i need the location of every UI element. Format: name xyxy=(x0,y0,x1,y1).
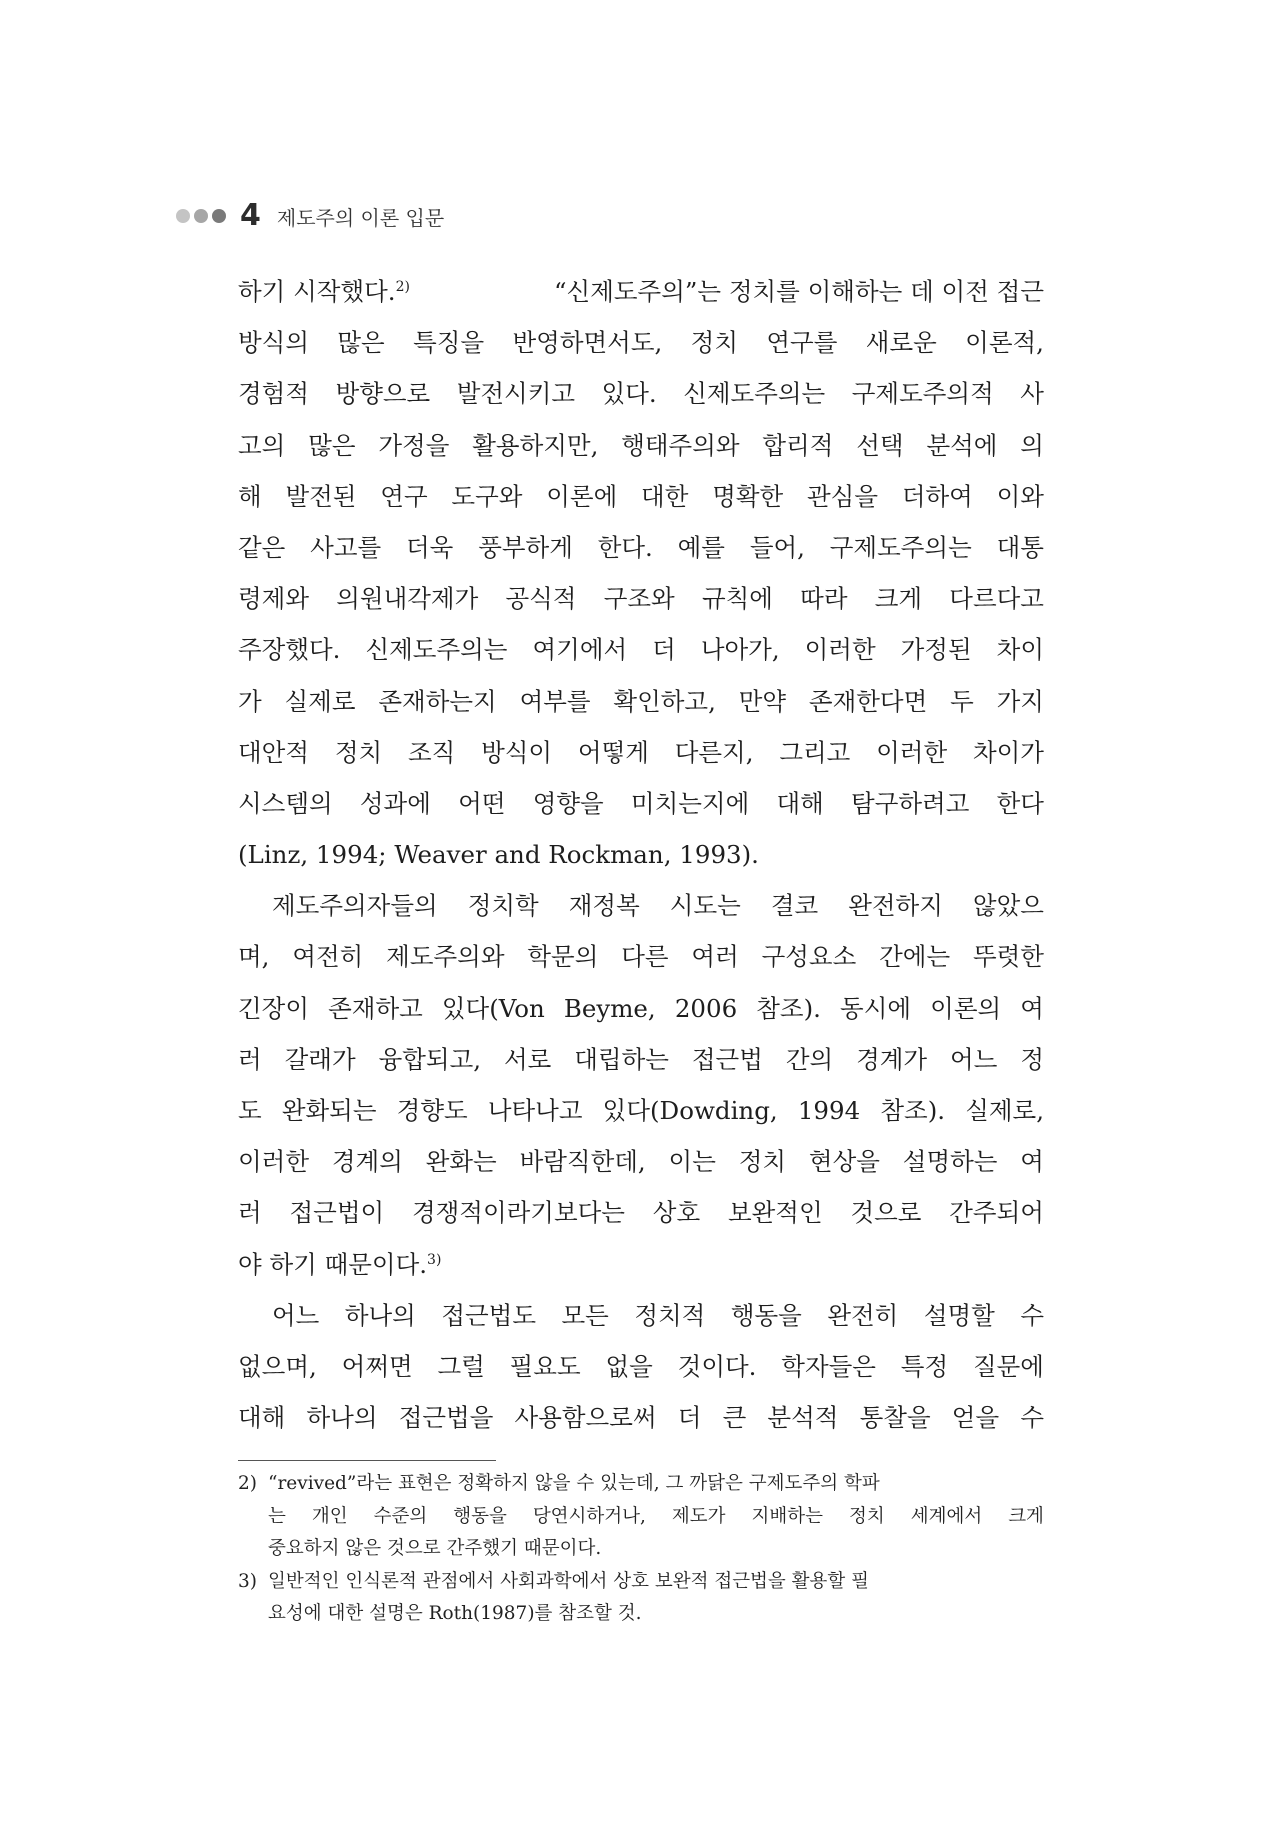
text-segment xyxy=(238,573,1044,624)
text-line xyxy=(238,1034,1044,1085)
word: 이는 xyxy=(668,1147,716,1177)
text-line xyxy=(238,931,1044,982)
word: 경향도 xyxy=(396,1096,468,1125)
text-line xyxy=(238,1136,1044,1187)
word: 있다(Von xyxy=(441,993,545,1023)
word: 다르다고 xyxy=(949,584,1044,614)
word: 미치는지에 xyxy=(630,788,750,818)
word: 탐구하려고 xyxy=(851,788,970,818)
footnote-text: 2) “revived”라는 표현은 정확하지 않을 수 있는데, 그 까닭은 구제도주의 학파 xyxy=(268,1468,880,1501)
word: 확인하고, xyxy=(613,686,716,716)
footnote-text: 요성에 대한 설명은 Roth(1987)를 참조할 것. xyxy=(268,1603,642,1624)
text-segment xyxy=(272,880,1044,931)
word: 통찰을 xyxy=(859,1403,931,1433)
text-line xyxy=(238,1085,1044,1136)
word: 수 xyxy=(1020,1403,1044,1433)
word: 서로 xyxy=(503,1044,552,1074)
word: 여 xyxy=(1020,993,1044,1023)
word: 대해 xyxy=(238,1403,286,1433)
text-line xyxy=(238,522,1044,573)
text-line xyxy=(238,727,1044,778)
word: 여전히 xyxy=(292,942,364,972)
word: 있다. xyxy=(601,379,657,409)
word: 설명하는 xyxy=(902,1147,998,1177)
text-segment xyxy=(238,1187,1044,1238)
word: 긴장이 xyxy=(238,993,310,1023)
word: 필요도 xyxy=(509,1351,581,1381)
text-line xyxy=(238,573,1044,624)
word: 크게 xyxy=(874,584,923,614)
word: 규칙에 xyxy=(701,584,773,614)
word: 융합되고, xyxy=(378,1044,482,1074)
text-segment xyxy=(238,368,1044,419)
word: 얻을 xyxy=(951,1403,1000,1433)
word: 예를 xyxy=(677,532,725,562)
footnote-reference[interactable]: 3) xyxy=(427,1251,442,1268)
text-segment xyxy=(238,931,1044,982)
text-segment xyxy=(238,317,1044,368)
word: 제도주의와 xyxy=(386,942,505,972)
word: 가 xyxy=(238,686,262,716)
footnote-text: 중요하지 않은 것으로 간주했기 때문이다. xyxy=(268,1538,602,1559)
word: 않았으 xyxy=(972,891,1044,921)
word: 이러한 xyxy=(238,1147,310,1177)
word: 모든 xyxy=(561,1300,609,1330)
word: 분석적 xyxy=(767,1403,839,1433)
word: 지배하는 xyxy=(751,1505,823,1527)
word: 구제도주의는 xyxy=(829,532,972,562)
word: 대한 xyxy=(641,481,689,511)
word: 현상을 xyxy=(808,1147,880,1177)
word: 특정 xyxy=(900,1351,949,1381)
text-line xyxy=(238,368,1044,419)
word: 해 xyxy=(238,481,262,511)
word: 완전히 xyxy=(827,1300,899,1330)
word: 없으며, xyxy=(238,1351,317,1381)
word: 이론적, xyxy=(965,328,1044,358)
word: 실제로 xyxy=(284,686,356,716)
dot-icon xyxy=(194,209,208,223)
word: 영향을 xyxy=(532,788,604,818)
word: 제도가 xyxy=(671,1505,726,1527)
word: 어떻게 xyxy=(577,737,649,767)
word: 대통 xyxy=(996,532,1044,562)
word: 대립하는 xyxy=(574,1044,669,1074)
word: 며, xyxy=(238,942,270,972)
word: 도 xyxy=(238,1096,262,1125)
word: 접근법도 xyxy=(441,1300,536,1330)
running-header xyxy=(176,196,444,236)
word: 새로운 xyxy=(865,328,937,358)
footnote-text: 3) 일반적인 인식론적 관점에서 사회과학에서 상호 보완적 접근법을 활용할 필 xyxy=(268,1566,869,1599)
word: 많은 xyxy=(337,328,385,358)
word: 어느 xyxy=(950,1044,998,1074)
footnote-line xyxy=(238,1566,1044,1599)
word: 어쩌면 xyxy=(341,1351,413,1381)
word: 접근법을 xyxy=(398,1403,494,1433)
word: 정치적 xyxy=(634,1300,706,1330)
text-line xyxy=(238,778,1044,829)
word: 있다(Dowding, xyxy=(602,1096,778,1125)
text-line xyxy=(238,471,1044,522)
text-segment xyxy=(238,1392,1044,1443)
footnotes xyxy=(238,1468,1044,1631)
word: 관심을 xyxy=(807,481,879,511)
word: 여기에서 xyxy=(532,635,628,665)
word: 조직 xyxy=(407,737,456,767)
word: 질문에 xyxy=(972,1351,1044,1381)
word: 의원내각제가 xyxy=(336,584,479,614)
body-text xyxy=(238,266,1044,1443)
word: 차이가 xyxy=(972,737,1044,767)
text-segment: 야 하기 때문이다.$^{3)}$ xyxy=(238,1249,442,1279)
word: 더 xyxy=(677,1403,702,1433)
word: 더 xyxy=(652,635,676,665)
word: 령제와 xyxy=(238,584,310,614)
word: 대해 xyxy=(776,788,824,818)
word: 1994 xyxy=(797,1096,861,1125)
word: 사고를 xyxy=(310,532,382,562)
word: 풍부하게 xyxy=(478,532,573,562)
word: 그럴 xyxy=(437,1351,485,1381)
word: 정치 xyxy=(334,737,383,767)
text-line xyxy=(238,1392,1044,1443)
word: 더욱 xyxy=(406,532,454,562)
word: 시스템의 xyxy=(238,788,333,818)
word: 여러 xyxy=(691,942,739,972)
word: 선택 xyxy=(856,430,904,460)
text-line xyxy=(238,266,1044,317)
word: 구제도주의적 xyxy=(851,379,994,409)
word: 상호 xyxy=(652,1198,701,1228)
word: 신제도주의는 xyxy=(365,635,508,665)
word: 만약 xyxy=(738,686,787,716)
word: 참조). xyxy=(756,993,821,1023)
text-segment xyxy=(238,1136,1044,1187)
running-title: 제도주의 이론 입문 xyxy=(276,205,445,230)
word: 수준의 xyxy=(373,1505,428,1527)
word: 다른 xyxy=(621,942,669,972)
word: 많은 xyxy=(308,430,356,460)
word: 특징을 xyxy=(413,328,485,358)
word: 완화되는 xyxy=(281,1096,377,1125)
text-line xyxy=(238,420,1044,471)
word: 세계에서 xyxy=(910,1505,983,1527)
text-segment xyxy=(238,471,1044,522)
text-line xyxy=(238,317,1044,368)
word: 들어, xyxy=(749,532,805,562)
footnote-number: 3) xyxy=(238,1570,257,1592)
word: 존재한다면 xyxy=(808,686,928,716)
word: 간주되어 xyxy=(949,1198,1044,1228)
word: 사 xyxy=(1020,379,1044,409)
word: 것으로 xyxy=(850,1198,922,1228)
word: 뚜렷한 xyxy=(972,942,1044,972)
word: 한다. xyxy=(597,532,653,562)
text-segment xyxy=(238,522,1044,573)
text-segment: 하기 시작했다.$^{2)}$ xyxy=(238,277,410,306)
dot-icon xyxy=(212,209,226,223)
word: 정치 xyxy=(738,1147,787,1177)
text-line xyxy=(238,624,1044,675)
word: 공식적 xyxy=(505,584,577,614)
word: 제도주의자들의 xyxy=(272,891,438,921)
word: 같은 xyxy=(238,532,286,562)
word: 활용하지만, xyxy=(472,430,599,460)
word: 이론에 xyxy=(546,481,618,511)
word: 성과에 xyxy=(359,788,431,818)
text-segment xyxy=(238,624,1044,675)
word: 더하여 xyxy=(901,481,973,511)
word: 학자들은 xyxy=(781,1351,876,1381)
word: 따라 xyxy=(800,584,848,614)
word: 보완적인 xyxy=(727,1198,823,1228)
footnote-text xyxy=(268,1501,1044,1534)
word: 사용함으로써 xyxy=(514,1403,657,1433)
word: 방식의 xyxy=(238,328,310,358)
word: 정치 xyxy=(848,1505,885,1527)
text-line xyxy=(238,880,1044,931)
word: 대안적 xyxy=(238,737,310,767)
word: 실제로, xyxy=(965,1096,1044,1125)
text-segment xyxy=(238,727,1044,778)
word: 여부를 xyxy=(519,686,591,716)
word: 정치 xyxy=(690,328,739,358)
word: 존재하는지 xyxy=(378,686,497,716)
word: 고의 xyxy=(238,430,286,460)
word: 그리고 xyxy=(779,737,851,767)
word: 신제도주의는 xyxy=(683,379,826,409)
text-segment xyxy=(238,983,1044,1034)
text-line xyxy=(238,676,1044,727)
word: 없을 xyxy=(605,1351,653,1381)
word: 가정된 xyxy=(900,635,972,665)
word: 간의 xyxy=(785,1044,834,1074)
word: 접근법 xyxy=(691,1044,763,1074)
word: 경험적 xyxy=(238,379,310,409)
word: 분석에 xyxy=(926,430,998,460)
word: 러 xyxy=(238,1044,262,1074)
word: 갈래가 xyxy=(284,1044,356,1074)
word: 주장했다. xyxy=(238,635,341,665)
word: 여 xyxy=(1020,1147,1044,1177)
word: 정 xyxy=(1020,1044,1044,1074)
word: 학문의 xyxy=(527,942,599,972)
word: 는 xyxy=(268,1505,286,1527)
word: 가정을 xyxy=(378,430,450,460)
word: 결코 xyxy=(770,891,819,921)
header-dots-ornament xyxy=(176,209,226,223)
word: 나아가, xyxy=(700,635,780,665)
word: 동시에 xyxy=(840,993,912,1023)
word: 경계가 xyxy=(856,1044,928,1074)
word: 시도는 xyxy=(669,891,741,921)
word: 행태주의와 xyxy=(621,430,740,460)
word: 것이다. xyxy=(677,1351,757,1381)
word: 하나의 xyxy=(344,1300,416,1330)
word: 간에는 xyxy=(879,942,951,972)
word: 행동을 xyxy=(453,1505,507,1527)
text-segment xyxy=(238,676,1044,727)
word: 이러한 xyxy=(876,737,948,767)
footnote-line xyxy=(238,1533,1044,1566)
word: 크게 xyxy=(1008,1505,1044,1527)
text-line xyxy=(238,1290,1044,1341)
word: 러 xyxy=(238,1198,262,1228)
word: Beyme, xyxy=(563,993,656,1023)
word: 당연시하거나, xyxy=(532,1505,646,1527)
word: 방향으로 xyxy=(335,379,431,409)
word: 발전시키고 xyxy=(456,379,576,409)
word: 큰 xyxy=(722,1403,747,1433)
word: 바람직한데, xyxy=(519,1147,646,1177)
footnote-number: 2) xyxy=(238,1473,257,1494)
word: 수 xyxy=(1020,1300,1044,1330)
text-segment xyxy=(238,1085,1044,1136)
word: 두 xyxy=(950,686,974,716)
text-line xyxy=(238,1187,1044,1238)
word: 한다 xyxy=(996,788,1044,818)
word: 경쟁적이라기보다는 xyxy=(411,1198,625,1228)
footnote-line xyxy=(238,1501,1044,1534)
word: 도구와 xyxy=(451,481,523,511)
word: 하나의 xyxy=(306,1403,378,1433)
text-segment xyxy=(238,1341,1044,1392)
word: 정치학 xyxy=(467,891,539,921)
text-line xyxy=(238,1239,1044,1290)
text-segment: “신제도주의”는 정치를 이해하는 데 이전 접근 xyxy=(554,277,1044,306)
word: 접근법이 xyxy=(289,1198,385,1228)
word: 나타나고 xyxy=(487,1096,583,1125)
word: 행동을 xyxy=(730,1300,802,1330)
text-segment xyxy=(238,420,1044,471)
word: 2006 xyxy=(674,993,738,1023)
word: 방식이 xyxy=(481,737,553,767)
word: 구성요소 xyxy=(761,942,857,972)
text-segment: (Linz, 1994; Weaver and Rockman, 1993). xyxy=(238,840,759,870)
word: 연구를 xyxy=(766,328,838,358)
footnote-reference[interactable]: 2) xyxy=(395,279,410,295)
word: 명확한 xyxy=(712,481,784,511)
footnote-line xyxy=(238,1598,1044,1631)
word: 이와 xyxy=(996,481,1044,511)
word: 이러한 xyxy=(804,635,876,665)
word: 합리적 xyxy=(762,430,834,460)
text-line xyxy=(238,1341,1044,1392)
word: 연구 xyxy=(380,481,428,511)
word: 완화는 xyxy=(425,1147,497,1177)
text-segment xyxy=(238,1034,1044,1085)
word: 차이 xyxy=(996,635,1044,665)
word: 다른지, xyxy=(674,737,754,767)
word: 어떤 xyxy=(458,788,506,818)
footnote-line xyxy=(238,1468,1044,1501)
word: 발전된 xyxy=(285,481,357,511)
text-line xyxy=(238,829,1044,880)
page-number: 4 xyxy=(240,198,261,233)
word: 구조와 xyxy=(603,584,675,614)
word: 의 xyxy=(1020,430,1044,460)
text-segment xyxy=(238,778,1044,829)
word: 재정복 xyxy=(568,891,640,921)
word: 참조). xyxy=(880,1096,946,1125)
word: 반영하면서도, xyxy=(512,328,663,358)
word: 이론의 xyxy=(930,993,1002,1023)
word: 어느 xyxy=(272,1300,320,1330)
word: 가지 xyxy=(996,686,1044,716)
word: 설명할 xyxy=(923,1300,995,1330)
text-segment xyxy=(272,1290,1044,1341)
word: 경계의 xyxy=(331,1147,403,1177)
dot-icon xyxy=(176,209,190,223)
word: 존재하고 xyxy=(328,993,423,1023)
word: 완전하지 xyxy=(848,891,943,921)
footnote-divider xyxy=(238,1460,496,1461)
word: 개인 xyxy=(311,1505,348,1527)
text-line xyxy=(238,983,1044,1034)
